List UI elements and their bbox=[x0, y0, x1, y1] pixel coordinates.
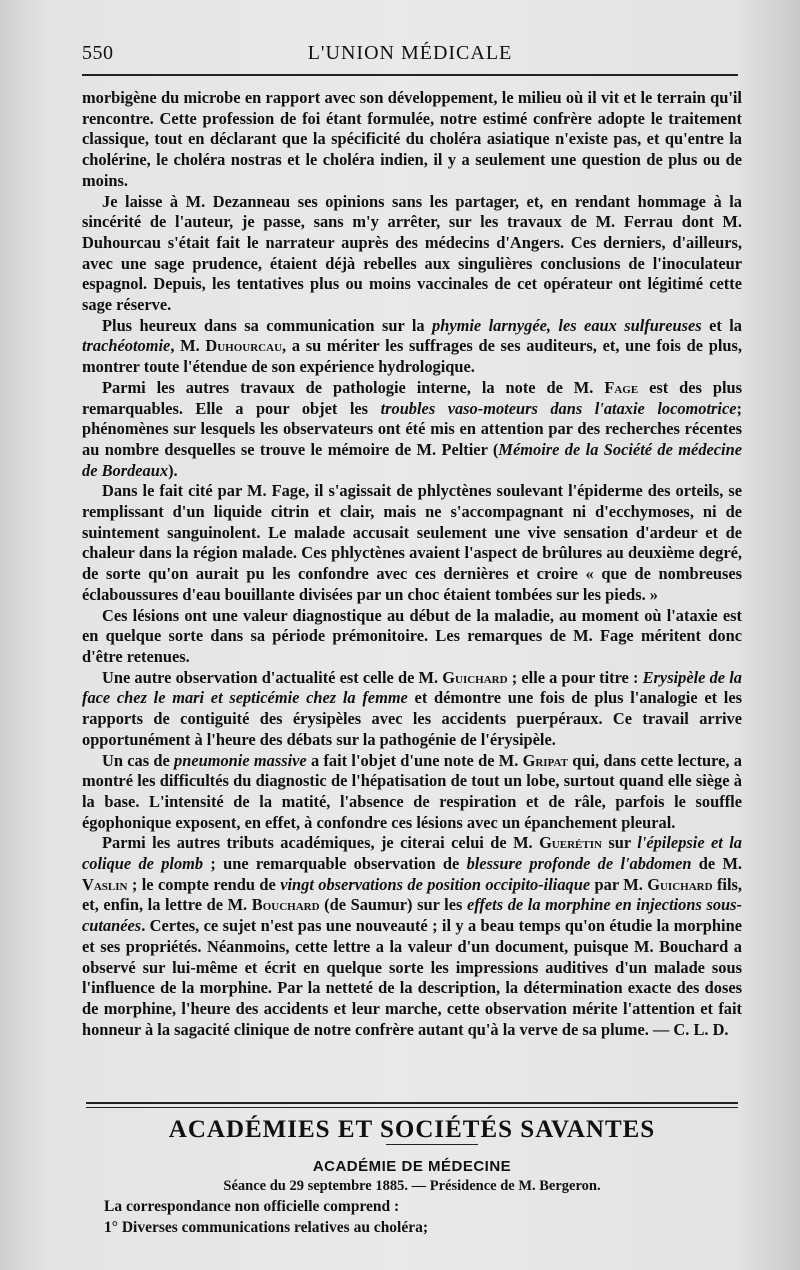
italic-text: phymie larnygée, les eaux sulfureuses bbox=[432, 315, 702, 335]
text-run: , a su mériter les suffrages de ses auditeurs, et, une fois de plus, montrer toute l'étendue de son expérience hydrologique. bbox=[82, 336, 742, 377]
journal-title: L'UNION MÉDICALE bbox=[307, 42, 513, 64]
italic-text: trachéotomie bbox=[82, 336, 171, 356]
correspondence-item: 1° Diverses communications relatives au choléra; bbox=[104, 1219, 429, 1236]
text-run: Parmi les autres travaux de pathologie interne, la note de M. bbox=[102, 377, 605, 397]
paragraph bbox=[82, 378, 742, 482]
author-name: Guerétin bbox=[539, 833, 602, 853]
text-run: et démontre une fois de plus l'analogie et les rapports de contiguité des érysipèles avec les accidents puerpéraux. Ce travail arrive opportunément à l'heure des débats sur la pathogénie de l'érysipèle. bbox=[82, 688, 742, 749]
paragraph bbox=[82, 481, 742, 605]
text-run: (de Saumur) sur les bbox=[319, 895, 467, 915]
title-underline bbox=[386, 1144, 478, 1145]
section-title: ACADÉMIES ET SOCIÉTÉS SAVANTES bbox=[168, 1116, 656, 1143]
author-name: Gripat bbox=[522, 750, 568, 770]
paragraph bbox=[82, 833, 742, 1040]
text-run: ). bbox=[168, 460, 178, 480]
italic-text: troubles vaso-moteurs dans l'ataxie locomotrice bbox=[380, 398, 737, 418]
paragraph bbox=[82, 668, 742, 751]
paragraph bbox=[82, 316, 742, 378]
text-run: ; phénomènes sur lesquels les observateurs ont été mis en attention par des recherches récentes au nombre desquelles se trouve le mémoire de M. Peltier ( bbox=[82, 398, 742, 459]
italic-text: vingt observations de position occipito-iliaque bbox=[280, 874, 591, 894]
text-run: et la bbox=[701, 315, 742, 335]
text-run: Un cas de bbox=[102, 750, 175, 770]
text-run: ; le compte rendu de bbox=[127, 874, 281, 894]
text-run: de M. bbox=[691, 854, 743, 874]
italic-text: blessure profonde de l'abdomen bbox=[466, 854, 692, 874]
text-run: , M. bbox=[170, 336, 206, 356]
text-run: morbigène du microbe en rapport avec son développement, le milieu où il vit et le terrain qu'il rencontre. Cette profession de foi étant formulée, notre estimé confrère adopte le traitement classique, tout en déclarant que la spécificité du choléra asiatique n'existe pas, et qu'entre la cholérine, le choléra nostras et le choléra indien, il y a seulement une question de plus ou de moins. bbox=[82, 88, 742, 190]
text-run: est des plus remarquables. Elle a pour objet les bbox=[82, 377, 743, 418]
correspondence-line: La correspondance non officielle comprend : bbox=[104, 1198, 400, 1215]
author-name: Vaslin bbox=[82, 874, 128, 894]
page-number: 550 bbox=[82, 42, 114, 64]
text-run: par M. bbox=[590, 874, 648, 894]
author-name: Bouchard bbox=[251, 895, 320, 915]
text-run: qui, dans cette lecture, a montré les difficultés du diagnostic de l'hépatisation de tout un lobe, surtout quand elle siège à la base. L'intensité de la matité, l'absence de respiration et de râle, parfois le souffle égophonique exposent, en effet, à confondre ces lésions avec un épanchement pleural. bbox=[82, 750, 742, 832]
text-run: Ces lésions ont une valeur diagnostique au début de la maladie, au moment où l'ataxie est en quelque sorte dans sa période prémonitoire. Les remarques de M. Fage méritent donc d'être retenues. bbox=[82, 605, 742, 666]
article-body bbox=[82, 88, 742, 1040]
text-run: ; elle a pour titre : bbox=[507, 667, 643, 687]
academy-heading: ACADÉMIE DE MÉDECINE bbox=[312, 1158, 512, 1175]
text-run: Parmi les autres tributs académiques, je citerai celui de M. bbox=[102, 833, 540, 853]
text-run: sur bbox=[601, 833, 638, 853]
author-name: Duhourcau bbox=[205, 336, 283, 356]
text-run: fils, et, enfin, la lettre de M. bbox=[82, 874, 743, 915]
paragraph bbox=[82, 192, 742, 316]
running-header bbox=[82, 42, 738, 68]
text-run: . Certes, ce sujet n'est pas une nouveauté ; il y a beau temps qu'on étudie la morphine et ses propriétés. Néanmoins, cette lettre a la valeur d'un document, puisque M. Bouchard a observé sur lui-même et écrit en quelque sorte les impressions auditives d'un malade sous l'influence de la morphine. Par la netteté de la description, la détermination exacte des doses de morphine, l'heure des accidents et leur marche, cette observation mérite l'attention et fait honneur à la sagacité clinique de notre confrère autant qu'à la verve de sa plume. — C. L. D. bbox=[82, 916, 742, 1039]
text-run: ; une remarquable observation de bbox=[203, 854, 467, 874]
session-line: Séance du 29 septembre 1885. — Présidence de M. Bergeron. bbox=[223, 1178, 601, 1194]
italic-text: Erysipèle de la face chez le mari et septicémie chez la femme bbox=[82, 667, 742, 708]
author-name: Guichard bbox=[647, 874, 713, 894]
author-name: Guichard bbox=[442, 667, 508, 687]
text-run: Je laisse à M. Dezanneau ses opinions sans les partager, et, en rendant hommage à la sincérité de l'auteur, je passe, sans m'y arrêter, sur les travaux de M. Ferrau dont M. Duhourcau s'était fait le narrateur auprès des médecins d'Angers. Ces derniers, d'ailleurs, avec une sage prudence, étaient déjà rebelles aux singulières conclusions de l'inoculateur espagnol. Depuis, les tentatives plus ou moins vaccinales de cet opérateur ont légitimé cette sage réserve. bbox=[82, 191, 742, 315]
text-run: Dans le fait cité par M. Fage, il s'agissait de phlyctènes soulevant l'épiderme des orteils, se remplissant d'un liquide citrin et clair, mais ne s'accompagnant ni d'ecchymoses, ni de suintement sanguinolent. Le malade accusait seulement une vive sensation d'ardeur et de chaleur dans la région malade. Ces phlyctènes avaient l'aspect de brûlures au deuxième degré, de sorte qu'on aurait pu les confondre avec ces dernières et croire « que de nombreuses éclaboussures d'eau bouillante divisées par un choc étaient tombées sur les pieds. » bbox=[82, 481, 742, 604]
text-run: Plus heureux dans sa communication sur la bbox=[102, 315, 433, 335]
italic-text: pneumonie massive bbox=[174, 750, 307, 770]
text-run: Une autre observation d'actualité est celle de M. bbox=[102, 667, 443, 687]
paragraph bbox=[82, 751, 742, 834]
paragraph bbox=[82, 606, 742, 668]
header-rule bbox=[82, 74, 738, 76]
paragraph bbox=[82, 88, 742, 192]
text-run: a fait l'objet d'une note de M. bbox=[306, 750, 523, 770]
section-separator bbox=[86, 1102, 738, 1108]
author-name: Fage bbox=[604, 377, 639, 397]
italic-text: l'épilepsie et la colique de plomb bbox=[82, 833, 742, 874]
italic-text: effets de la morphine en injections sous-cutanées bbox=[82, 895, 742, 936]
italic-text: Mémoire de la Société de médecine de Bordeaux bbox=[82, 439, 743, 480]
